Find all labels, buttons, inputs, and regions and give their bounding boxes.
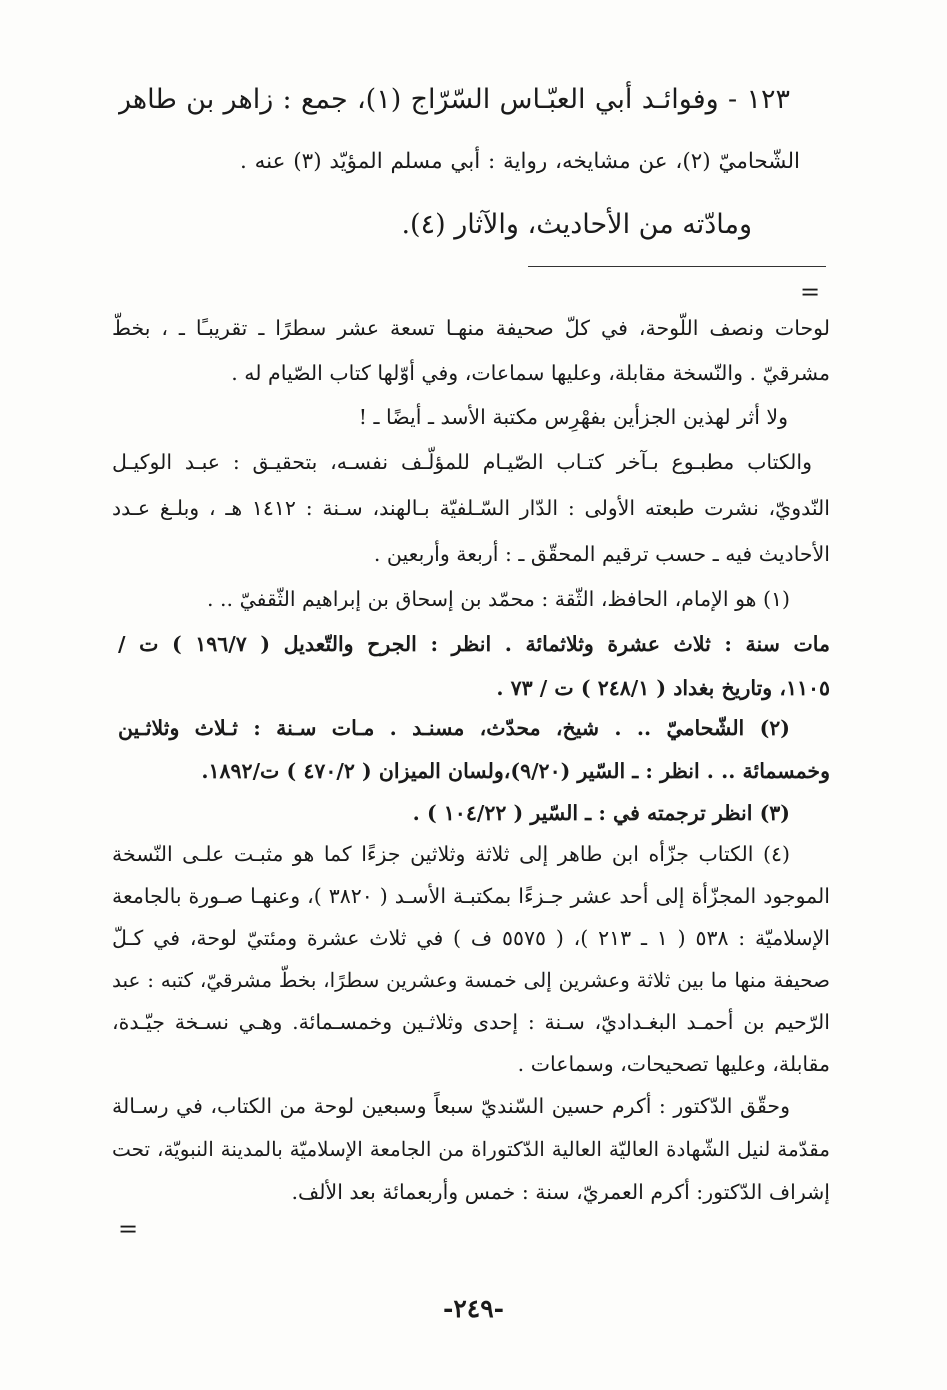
footnote-separator [528,266,826,267]
footnote-line: (٤) الكتاب جزّأه ابن طاهر إلى ثلاثة وثلاثين جزءًا كما هو مثبـت علـى النّسخة [112,842,790,866]
page-number: -٢٤٩- [442,1294,505,1323]
footnote-line: مقدّمة لنيل الشّهادة العاليّة العالية الدّكتوراة من الجامعة الإسلاميّة بالمدينة النبويّة، تحت [112,1137,830,1161]
footnote-line: والكتاب مطبـوع بـآخر كتـاب الصّيـام للمؤلّـف نفسـه، بتحقيـق : عبـد الوكيـل [112,450,812,474]
footnote-line: مشرقيّ . والنّسخة مقابلة، وعليها سماعات، وفي أوّلها كتاب الصّيام له . [231,361,830,385]
footnote-line: لوحات ونصف اللّوحة، في كلّ صحيفة منهـا تسعة عشر سطرًا ـ تقريبـًا ـ ، بخطّ [112,316,830,340]
footnote-line: وحقّق الدّكتور : أكرم حسين السّنديّ سبعاً وسبعين لوحة من الكتاب، في رسـالة [112,1094,790,1118]
entry-line-3: ومادّته من الأحاديث، والآثار (٤). [401,209,752,240]
continuation-mark-bottom: = [118,1215,139,1243]
footnote-line: الرّحيم بن أحمـد البغـداديّ، سـنة : إحدى وثلاثـين وخمسـمائة. وهـي نسـخة جيّـدة، [112,1010,830,1034]
footnote-line: إشراف الدّكتور: أكرم العمريّ، سنة : خمس وأربعمائة بعد الألف. [291,1180,830,1204]
footnote-line: الموجود المجزّأة إلى أحد عشر جـزءًا بمكتبـة الأسـد ( ٣٨٢٠ )، وعنهـا صـورة بالجامعة [112,884,830,908]
footnote-line: وخمسمائة .. . انظر : ـ السّير (٩/٢٠)،ولسان الميزان ( ٤٧٠/٢ ) ت/١٨٩٢. [201,759,830,783]
footnote-line: النّدويّ، نشرت طبعته الأولى : الدّار السّـلفيّة بـالهند، سـنة : ١٤١٢ هـ ، وبلـغ عـدد [112,496,830,520]
footnote-line: (٣) انظر ترجمته في : ـ السّير ( ١٠٤/٢٢ ) . [412,801,790,825]
footnote-line: (١) هو الإمام، الحافظ، الثّقة : محمّد بن إسحاق بن إبراهيم الثّقفيّ .. . [207,587,790,611]
footnote-line: مات سنة : ثلاث عشرة وثلاثمائة . انظر : الجرح والتّعديل ( ١٩٦/٧ ) ت / [118,632,830,656]
entry-line-2: الشّحاميّ (٢)، عن مشايخه، رواية : أبي مسلم المؤيّد (٣) عنه . [240,149,800,174]
footnote-line: ١١٠٥، وتاريخ بغداد ( ٢٤٨/١ ) ت / ٧٣ . [496,676,830,700]
footnote-line: الأحاديث فيه ـ حسب ترقيم المحقّق ـ : أربعة وأربعين . [373,542,830,566]
footnote-line: الإسلاميّة : ٥٣٨ ( ١ ـ ٢١٣ )، ( ٥٥٧٥ ف ) في ثلاث عشرة ومئتيّ لوحة، في كـلّ [112,926,830,950]
entry-line-1: ١٢٣ - وفوائـد أبي العبّـاس السّرّاج (١)، جمع : زاهر بن طاهر [118,84,790,115]
footnote-line: ولا أثر لهذين الجزأين بفهْرِس مكتبة الأسد ـ أيضًا ـ ! [358,405,788,429]
footnote-line: مقابلة، وعليها تصحيحات، وسماعات . [517,1052,830,1076]
footnote-line: (٢) الشّحاميّ .. . شيخ، محدّث، مسنـد . مـات سـنة : ثـلاث وثلاثـين [118,716,790,740]
continuation-mark-top: = [800,278,821,306]
footnote-line: صحيفة منها ما بين ثلاثة وعشرين إلى خمسة وعشرين سطرًا، بخطّ مشرقيّ، كتبه : عبد [112,968,830,992]
